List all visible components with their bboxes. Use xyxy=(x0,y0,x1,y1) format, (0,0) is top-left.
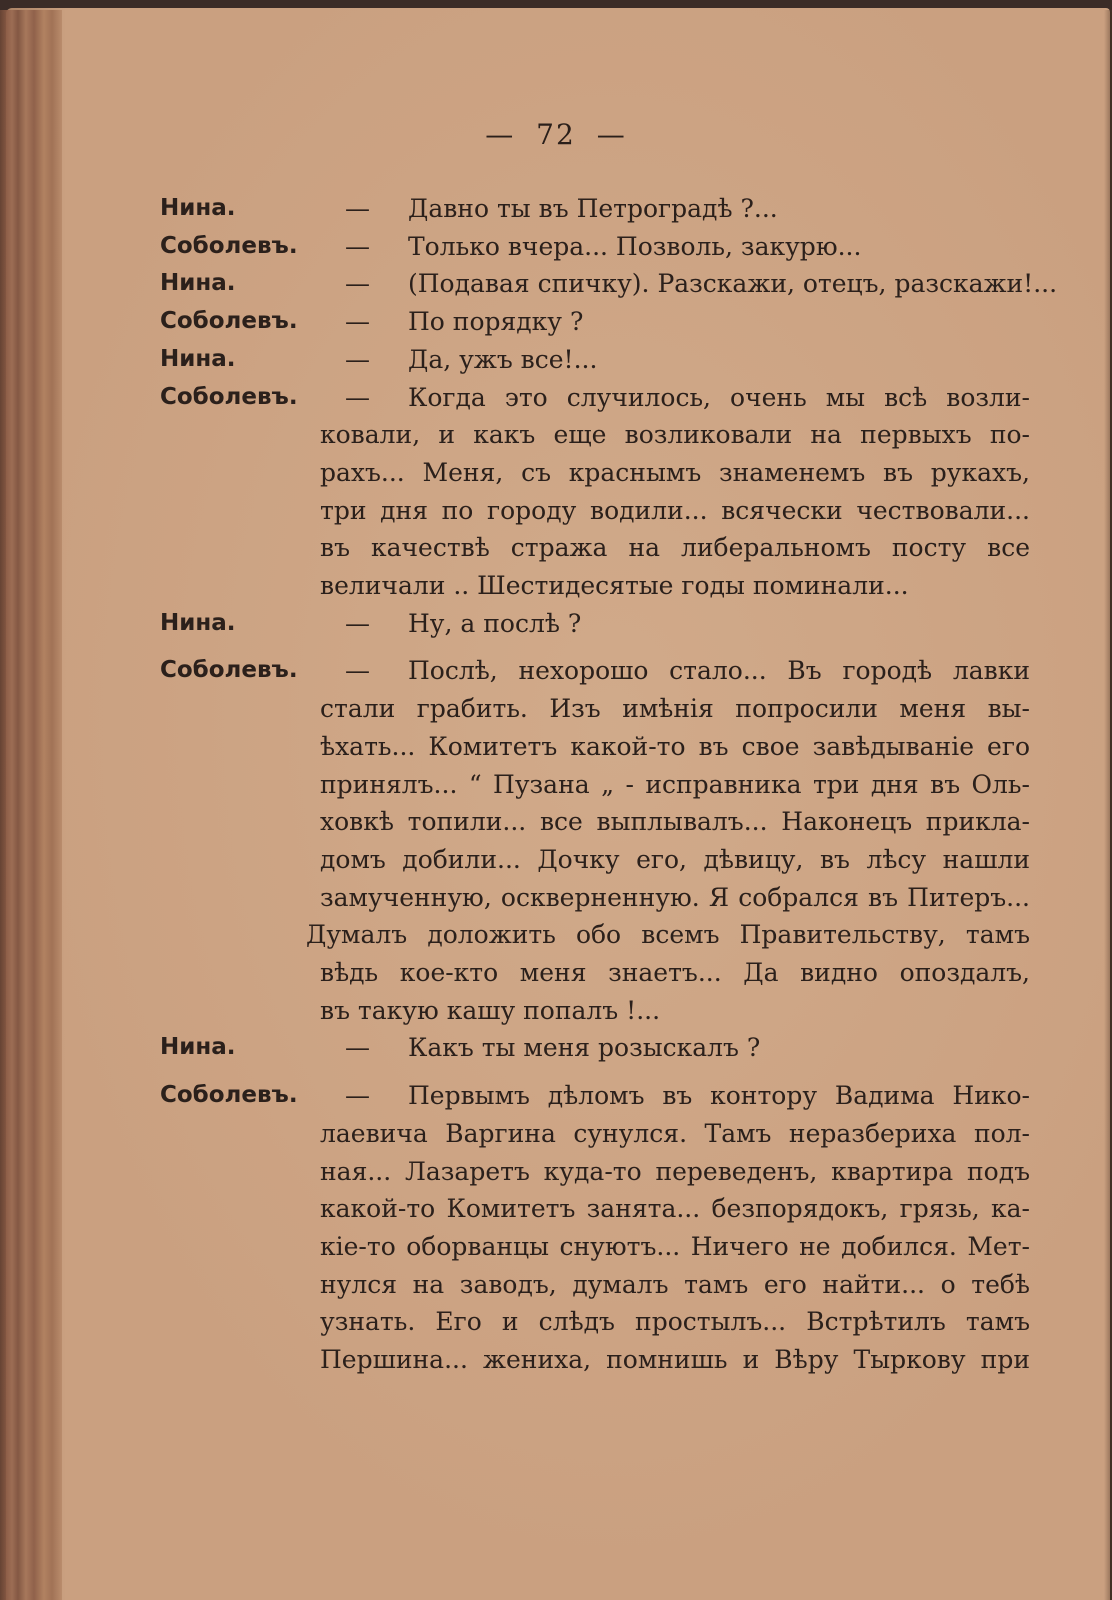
text-line: принялъ... “ Пузана „ - исправника три дня въ Оль- xyxy=(320,769,1030,799)
text-line: узнать. Его и слѣдъ простылъ... Встрѣтилъ тамъ xyxy=(320,1307,1030,1337)
text-line: Когда это случилось, очень мы всѣ возли- xyxy=(408,382,1030,412)
text-line: (Подавая спичку). Разскажи, отецъ, разскажи!... xyxy=(408,269,1058,299)
speaker-name: Соболевъ. xyxy=(160,308,298,335)
text-line: Да, ужъ все!... xyxy=(408,344,598,374)
text-line: Ну, а послѣ ? xyxy=(408,608,582,638)
text-line: кіе-то оборванцы снуютъ... Ничего не добился. Мет- xyxy=(320,1231,1030,1261)
dialogue-entry xyxy=(160,1029,1030,1067)
dialogue-dash: — xyxy=(345,382,370,412)
text-line: въ качествѣ стража на либеральномъ посту все xyxy=(320,533,1030,563)
dialogue-text xyxy=(160,190,1058,1379)
speaker-name: Соболевъ. xyxy=(160,1082,298,1109)
dialogue-dash: — xyxy=(345,194,370,223)
text-line: ная... Лазаретъ куда-то переведенъ, квартира подъ xyxy=(320,1156,1030,1186)
dialogue-dash: — xyxy=(345,608,370,638)
dialogue-entry xyxy=(160,190,1030,228)
page-number: — 72 — xyxy=(485,118,627,151)
speaker-name: Соболевъ. xyxy=(160,232,298,259)
text-line: Думалъ доложить обо всемъ Правительству, тамъ xyxy=(306,920,1030,950)
text-line: Першина... жениха, помнишь и Вѣру Тыркову при xyxy=(320,1345,1030,1375)
text-line: замученную, оскверненную. Я собрался въ Питеръ... xyxy=(320,882,1030,912)
dialogue-dash: — xyxy=(345,231,370,261)
text-line: Какъ ты меня розыскалъ ? xyxy=(408,1033,761,1063)
speaker-name: Соболевъ. xyxy=(160,657,298,684)
text-line: ѣхать... Комитетъ какой-то въ свое завѣдываніе его xyxy=(320,731,1030,761)
text-line: стали грабить. Изъ имѣнія попросили меня вы- xyxy=(320,694,1030,724)
text-line: лаевича Варгина сунулся. Тамъ неразбериха пол- xyxy=(320,1118,1030,1148)
dialogue-entry xyxy=(160,341,1030,379)
text-line: Первымъ дѣломъ въ контору Вадима Нико- xyxy=(408,1081,1030,1111)
dialogue-entry xyxy=(160,652,1030,1029)
text-line: Давно ты въ Петроградѣ ?... xyxy=(408,194,778,223)
dialogue-dash: — xyxy=(345,269,370,299)
dialogue-entry xyxy=(160,605,1030,643)
speaker-name: Нина. xyxy=(160,345,236,372)
text-line: ковали, и какъ еще возликовали на первыхъ по- xyxy=(320,420,1030,450)
dialogue-entry xyxy=(160,1077,1030,1379)
text-line: Только вчера... Позволь, закурю... xyxy=(408,231,862,261)
text-line: Послѣ, нехорошо стало... Въ городѣ лавки xyxy=(408,656,1030,686)
dialogue-dash: — xyxy=(345,307,370,337)
page-edge-shadow xyxy=(1104,10,1112,1600)
text-line: величали .. Шестидесятые годы поминали... xyxy=(320,571,909,601)
dialogue-entry xyxy=(160,228,1030,266)
speaker-name: Нина. xyxy=(160,195,236,221)
text-line: какой-то Комитетъ занята... безпорядокъ, грязь, ка- xyxy=(320,1194,1030,1224)
speaker-name: Соболевъ. xyxy=(160,383,298,410)
dialogue-dash: — xyxy=(345,344,370,374)
dialogue-dash: — xyxy=(345,1081,370,1111)
speaker-name: Нина. xyxy=(160,1034,236,1061)
text-line: рахъ... Меня, съ краснымъ знаменемъ въ рукахъ, xyxy=(320,457,1030,487)
dialogue-dash: — xyxy=(345,1033,370,1063)
text-line: три дня по городу водили... всячески чествовали... xyxy=(320,495,1030,525)
text-line: вѣдь кое-кто меня знаетъ... Да видно опоздалъ, xyxy=(320,958,1030,988)
dialogue-entry xyxy=(160,303,1030,341)
book-spine xyxy=(0,10,62,1600)
dialogue-entry xyxy=(160,379,1030,605)
speaker-name: Нина. xyxy=(160,270,236,297)
speaker-name: Нина. xyxy=(160,609,236,636)
dialogue-entry xyxy=(160,265,1058,303)
text-line: ховкѣ топили... все выплывалъ... Наконецъ прикла- xyxy=(320,807,1030,837)
text-line: нулся на заводъ, думалъ тамъ его найти... о тебѣ xyxy=(320,1269,1030,1299)
dialogue-dash: — xyxy=(345,656,370,686)
text-line: въ такую кашу попалъ !... xyxy=(320,995,661,1025)
text-line: По порядку ? xyxy=(408,307,584,337)
text-line: домъ добили... Дочку его, дѣвицу, въ лѣсу нашли xyxy=(320,844,1030,874)
